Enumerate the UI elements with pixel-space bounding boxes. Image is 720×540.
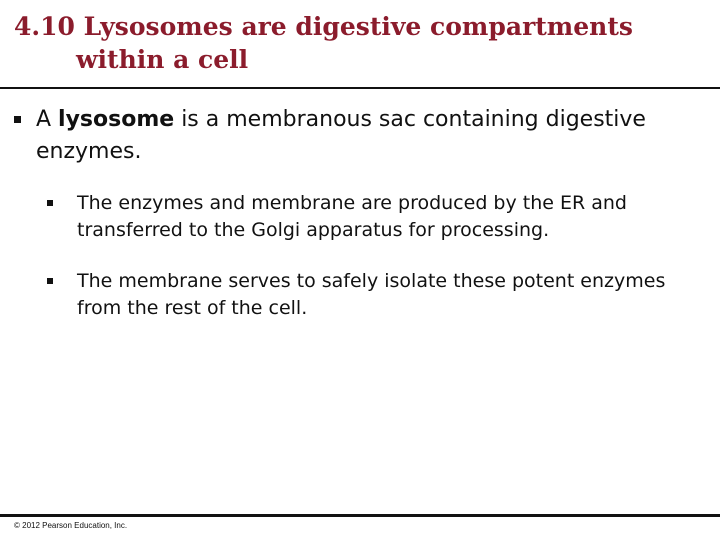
title-line-1: 4.10 Lysosomes are digestive compartments bbox=[14, 12, 633, 41]
copyright-notice: © 2012 Pearson Education, Inc. bbox=[14, 521, 128, 530]
main-bullet-prefix: A bbox=[36, 107, 59, 132]
sub-bullet-text: The membrane serves to safely isolate these potent enzymes from the rest of the cell. bbox=[77, 270, 666, 319]
main-bullet bbox=[36, 104, 676, 168]
slide-content bbox=[0, 104, 720, 346]
square-bullet-icon bbox=[14, 116, 21, 123]
square-bullet-icon bbox=[47, 200, 53, 206]
title-divider bbox=[0, 87, 720, 89]
slide-title bbox=[14, 10, 704, 76]
sub-bullet-text: The enzymes and membrane are produced by the ER and transferred to the Golgi apparatus for processing. bbox=[77, 192, 627, 241]
main-bullet-text: is a membranous sac containing digestive enzymes. bbox=[36, 107, 646, 164]
sub-bullet bbox=[77, 190, 677, 244]
title-line-2: within a cell bbox=[76, 45, 249, 74]
footer-divider bbox=[0, 514, 720, 517]
main-bullet-term: lysosome bbox=[58, 107, 175, 132]
sub-bullet-list bbox=[0, 190, 720, 322]
square-bullet-icon bbox=[47, 278, 53, 284]
sub-bullet bbox=[77, 268, 677, 322]
